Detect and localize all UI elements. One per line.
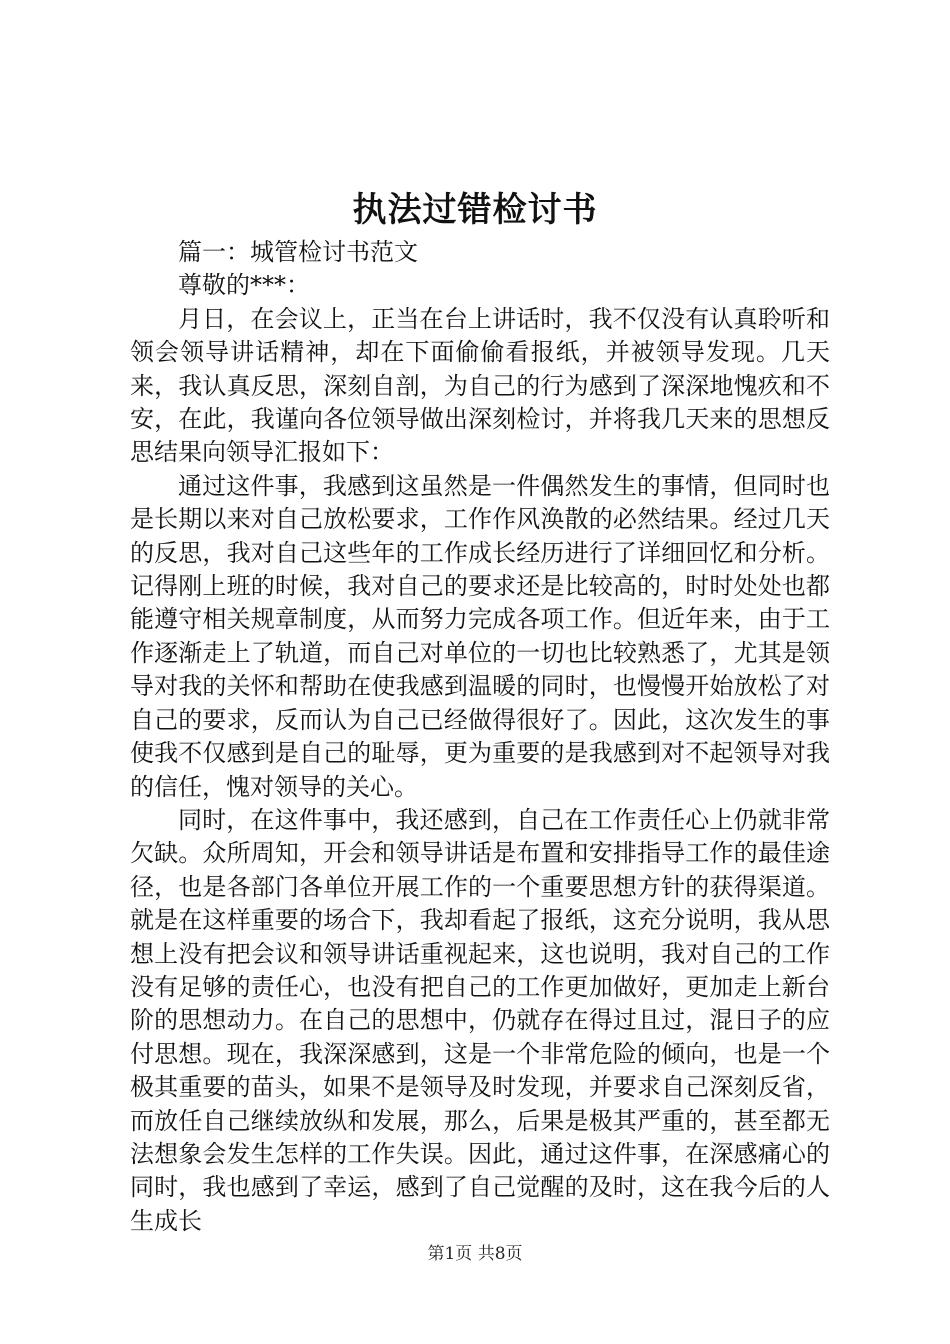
body-paragraph: 同时，在这件事中，我还感到，自己在工作责任心上仍就非常欠缺。众所周知，开会和领导讲话是布置和安排指导工作的最佳途径，也是各部门各单位开展工作的一个重要思想方针的获得渠道。就是在这样重要的场合下，我却看起了报纸，这充分说明，我从思想上没有把会议和领导讲话重视起来，这也说明，我对自己的工作没有足够的责任心，也没有把自己的工作更加做好，更加走上新台阶的思想动力。在自己的思想中，仍就存在得过且过，混日子的应付思想。现在，我深深感到，这是一个非常危险的倾向，也是一个极其重要的苗头，如果不是领导及时发现，并要求自己深刻反省，而放任自己继续放纵和发展，那么，后果是极其严重的，甚至都无法想象会发生怎样的工作失误。因此，通过这件事，在深感痛心的同时，我也感到了幸运，感到了自己觉醒的及时，这在我今后的人生成长 (130, 805, 830, 1235)
section-heading: 篇一：城管检讨书范文 (178, 238, 418, 266)
salutation: 尊敬的***： (178, 271, 310, 300)
body-paragraph: 月日，在会议上，正当在台上讲话时，我不仅没有认真聆听和领会领导讲话精神，却在下面偷偷看报纸，并被领导发现。几天来，我认真反思，深刻自剖，为自己的行为感到了深深地愧疚和不安，在此，我谨向各位领导做出深刻检讨，并将我几天来的思想反思结果向领导汇报如下： (130, 304, 830, 467)
document-body (130, 236, 830, 1238)
body-paragraph: 通过这件事，我感到这虽然是一件偶然发生的事情，但同时也是长期以来对自己放松要求，工作作风涣散的必然结果。经过几天的反思，我对自己这些年的工作成长经历进行了详细回忆和分析。记得刚上班的时候，我对自己的要求还是比较高的，时时处处也都能遵守相关规章制度，从而努力完成各项工作。但近年来，由于工作逐渐走上了轨道，而自己对单位的一切也比较熟悉了，尤其是领导对我的关怀和帮助在使我感到温暖的同时，也慢慢开始放松了对自己的要求，反而认为自己已经做得很好了。因此，这次发生的事使我不仅感到是自己的耻辱，更为重要的是我感到对不起领导对我的信任，愧对领导的关心。 (130, 471, 830, 801)
page-number-footer: 第1页 共8页 (427, 1244, 523, 1264)
document-title: 执法过错检讨书 (352, 190, 598, 230)
